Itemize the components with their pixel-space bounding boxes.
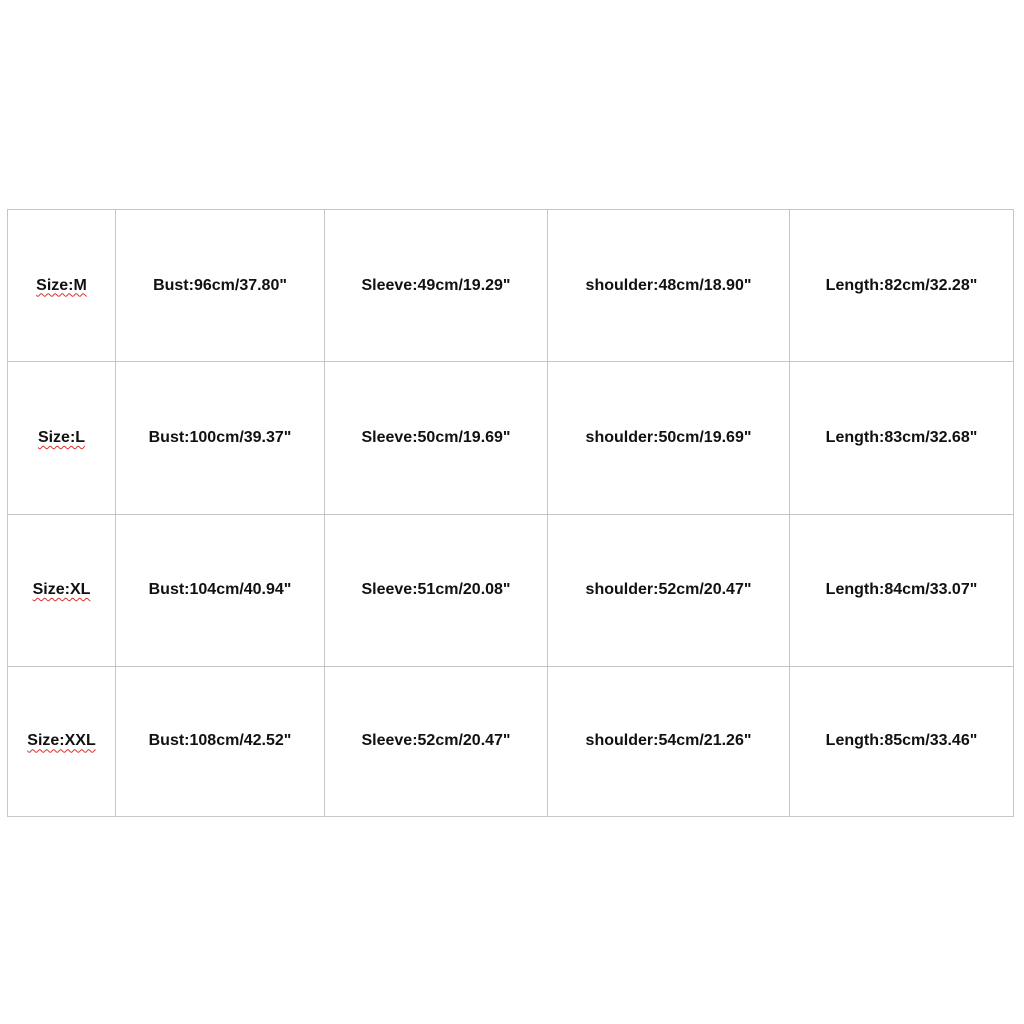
- size-label: Size:XXL: [27, 732, 96, 750]
- length-cell: Length:84cm/33.07": [790, 514, 1014, 666]
- shoulder-cell: shoulder:48cm/18.90": [548, 210, 790, 362]
- size-label: Size:M: [36, 276, 87, 294]
- size-label: Size:XL: [32, 581, 91, 599]
- shoulder-cell: shoulder:52cm/20.47": [548, 514, 790, 666]
- size-cell: [8, 666, 116, 816]
- length-cell: Length:82cm/32.28": [790, 210, 1014, 362]
- shoulder-cell: shoulder:54cm/21.26": [548, 666, 790, 816]
- bust-cell: Bust:104cm/40.94": [116, 514, 325, 666]
- bust-cell: Bust:108cm/42.52": [116, 666, 325, 816]
- shoulder-cell: shoulder:50cm/19.69": [548, 362, 790, 514]
- bust-cell: Bust:100cm/39.37": [116, 362, 325, 514]
- sleeve-cell: Sleeve:49cm/19.29": [325, 210, 548, 362]
- length-cell: Length:83cm/32.68": [790, 362, 1014, 514]
- size-cell: [8, 362, 116, 514]
- table-row: [8, 666, 1014, 816]
- table-row: [8, 210, 1014, 362]
- size-chart-table: [7, 209, 1014, 817]
- sleeve-cell: Sleeve:50cm/19.69": [325, 362, 548, 514]
- size-cell: [8, 514, 116, 666]
- size-label: Size:L: [37, 428, 86, 446]
- size-cell: [8, 210, 116, 362]
- length-cell: Length:85cm/33.46": [790, 666, 1014, 816]
- sleeve-cell: Sleeve:51cm/20.08": [325, 514, 548, 666]
- bust-cell: Bust:96cm/37.80": [116, 210, 325, 362]
- table-row: [8, 362, 1014, 514]
- table-row: [8, 514, 1014, 666]
- sleeve-cell: Sleeve:52cm/20.47": [325, 666, 548, 816]
